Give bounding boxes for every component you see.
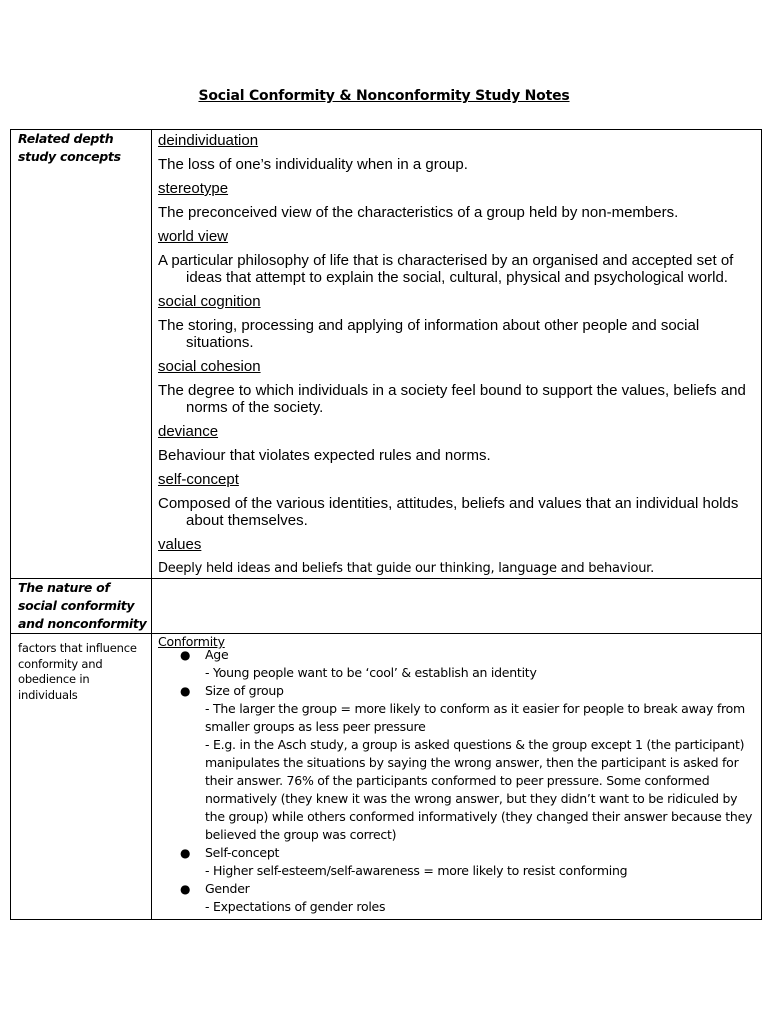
- list-item: [180, 646, 757, 664]
- list-item: [180, 682, 757, 700]
- table-row: [11, 634, 762, 920]
- factor-name: Age: [205, 647, 229, 662]
- concepts-cell: [152, 130, 762, 579]
- list-item: [180, 844, 757, 862]
- list-item: [180, 880, 757, 898]
- concept-definition: The storing, processing and applying of information about other people and social situations.: [158, 317, 700, 351]
- row-label-cell: [11, 579, 152, 634]
- concept-definition: Deeply held ideas and beliefs that guide our thinking, language and behaviour.: [158, 561, 654, 576]
- nature-label: The nature of social conformity and nonconformity: [18, 580, 147, 631]
- bullet-icon: ●: [180, 846, 191, 860]
- concept-term: self-concept: [158, 471, 239, 488]
- concept-term: stereotype: [158, 180, 229, 197]
- conformity-section: [152, 634, 761, 919]
- factor-name: Size of group: [205, 683, 284, 698]
- factor-name: Gender: [205, 881, 250, 896]
- factor-detail: - Expectations of gender roles: [205, 899, 386, 914]
- concept-term: deindividuation: [158, 132, 259, 149]
- page-title: Social Conformity & Nonconformity Study Notes: [198, 88, 570, 104]
- concept-term: world view: [158, 228, 229, 245]
- table-row: [11, 130, 762, 579]
- factors-cell: [152, 634, 762, 920]
- concept-definitions: [152, 130, 761, 577]
- factor-name: Self-concept: [205, 845, 280, 860]
- factor-detail: - Young people want to be ‘cool’ & establish an identity: [205, 665, 537, 680]
- factor-list: [158, 646, 757, 916]
- concept-term: deviance: [158, 423, 219, 440]
- concept-definition: The degree to which individuals in a society feel bound to support the values, beliefs and norms of the society.: [158, 382, 746, 416]
- concept-definition: Composed of the various identities, attitudes, beliefs and values that an individual holds about themselves.: [158, 495, 739, 529]
- bullet-icon: ●: [180, 648, 191, 662]
- concept-definition: Behaviour that violates expected rules and norms.: [158, 447, 491, 464]
- concept-term: values: [158, 536, 202, 553]
- row-label-cell: [11, 634, 152, 920]
- concept-definition: The preconceived view of the characteristics of a group held by non-members.: [158, 204, 679, 221]
- factor-detail: - The larger the group = more likely to conform as it easier for people to break away from smaller groups as less peer pressure: [205, 701, 745, 734]
- related-concepts-label: Related depth study concepts: [18, 131, 121, 164]
- row-label-cell: [11, 130, 152, 579]
- factor-detail: - E.g. in the Asch study, a group is asked questions & the group except 1 (the participant) manipulates the situations by saying the wrong answer, then the participant is asked for their answer. 76% of the participants conformed to peer pressure. Some conformed normatively (they knew it was the wrong answer, but they didn’t want to be ridiculed by the group) while others conformed informatively (they changed their answer because they believed the group was correct): [205, 737, 753, 842]
- nature-content-cell: [152, 579, 762, 634]
- table-row: [11, 579, 762, 634]
- bullet-icon: ●: [180, 882, 191, 896]
- bullet-icon: ●: [180, 684, 191, 698]
- concept-definition: A particular philosophy of life that is characterised by an organised and accepted set of ideas that attempt to explain the social, cultural, physical and psychological world.: [158, 252, 734, 286]
- concept-term: social cohesion: [158, 358, 261, 375]
- concept-definition: The loss of one’s individuality when in a group.: [158, 156, 468, 173]
- study-notes-table: [10, 129, 762, 920]
- conformity-heading: Conformity: [158, 634, 225, 649]
- factor-detail: - Higher self-esteem/self-awareness = more likely to resist conforming: [205, 863, 628, 878]
- concept-term: social cognition: [158, 293, 261, 310]
- factors-label: factors that influence conformity and obedience in individuals: [18, 641, 137, 702]
